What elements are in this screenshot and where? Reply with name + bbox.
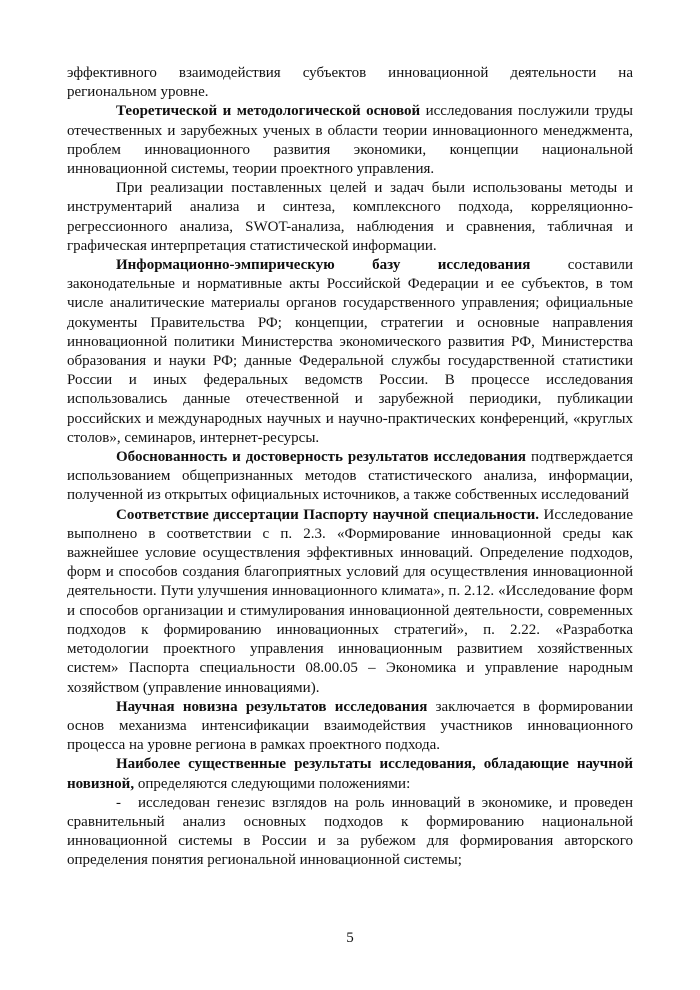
paragraph-heading: Информационно-эмпирическую базу исследования <box>116 257 531 274</box>
list-item <box>67 794 633 871</box>
paragraph-text: Исследование выполнено в соответствии с п. 2.3. «Формирование инновационной среды как важнейшее условие осуществления эффективных инноваций. Определение подходов, форм и способов создания благоприятных условий для осуществления инновационной деятельности. Пути улучшения инновационного климата», п. 2.12. «Исследование форм и способов организации и стимулирования инновационной деятельности, современных подходов к формированию инновационных стратегий», п. 2.22. «Разработка методологии проектного управления инновационным развитием хозяйственных систем» Паспорта специальности 08.00.05 – Экономика и управление народным хозяйством (управление инновациями). <box>67 506 633 696</box>
paragraph-heading: Наиболее существенные результаты исследования, обладающие научной новизной, <box>67 756 633 792</box>
body-text <box>67 64 633 871</box>
paragraph-text: исследован генезис взглядов на роль инноваций в экономике, и проведен сравнительный анализ основных подходов к формированию национальной инновационной системы в России и за рубежом для формирования авторского определения понятия региональной инновационной системы; <box>67 794 633 869</box>
paragraph-heading: Теоретической и методологической основой <box>116 103 421 120</box>
paragraph-text: составили законодательные и нормативные акты Российской Федерации и ее субъектов, в том числе аналитические материалы органов государственного управления; официальные документы Правительства РФ; концепции, стратегии и основные направления инновационной политики Министерства экономического развития РФ, Министерства образования и науки РФ; данные Федеральной службы государственной статистики России и иных федеральных ведомств России. В процессе исследования использовались данные отечественной и зарубежной периодики, публикации российских и международных научных и научно-практических конференций, «круглых столов», семинаров, интернет-ресурсы. <box>67 257 633 446</box>
paragraph-theoretical-basis <box>67 102 633 179</box>
paragraph-methods <box>67 179 633 256</box>
paragraph-heading: Соответствие диссертации Паспорту научной специальности. <box>116 506 539 523</box>
paragraph-text: При реализации поставленных целей и задач были использованы методы и инструментарий анализа и синтеза, комплексного подхода, корреляционно-регрессионного анализа, SWOT-анализа, наблюдения и сравнения, табличная и графическая интерпретация статистической информации. <box>67 180 633 254</box>
paragraph-text: подтверждается использованием общепризнанных методов статистического анализа, информации, полученной из открытых официальных источников, а также собственных исследований <box>67 449 633 504</box>
paragraph-text: эффективного взаимодействия субъектов инновационной деятельности на региональном уровне. <box>67 65 633 101</box>
bullet-marker: - <box>116 794 121 811</box>
paragraph-text: определяются следующими положениями: <box>134 775 411 792</box>
paragraph-specialty-passport <box>67 506 633 698</box>
paragraph-text: исследования послужили труды отечественных и зарубежных ученых в области теории инновационного менеджмента, проблем инновационного развития экономики, концепции национальной инновационной системы, теории проектного управления. <box>67 103 633 178</box>
page-number: 5 <box>346 930 354 946</box>
paragraph-continuation <box>67 64 633 102</box>
paragraph-heading: Научная новизна результатов исследования <box>116 698 428 715</box>
paragraph-validity <box>67 448 633 506</box>
paragraph-results <box>67 755 633 793</box>
paragraph-novelty <box>67 698 633 756</box>
paragraph-heading: Обоснованность и достоверность результатов исследования <box>116 449 527 466</box>
paragraph-empirical-base <box>67 256 633 448</box>
paragraph-text: заключается в формировании основ механизма интенсификации взаимодействия участников инновационного процесса на уровне региона в рамках проектного подхода. <box>67 698 633 754</box>
